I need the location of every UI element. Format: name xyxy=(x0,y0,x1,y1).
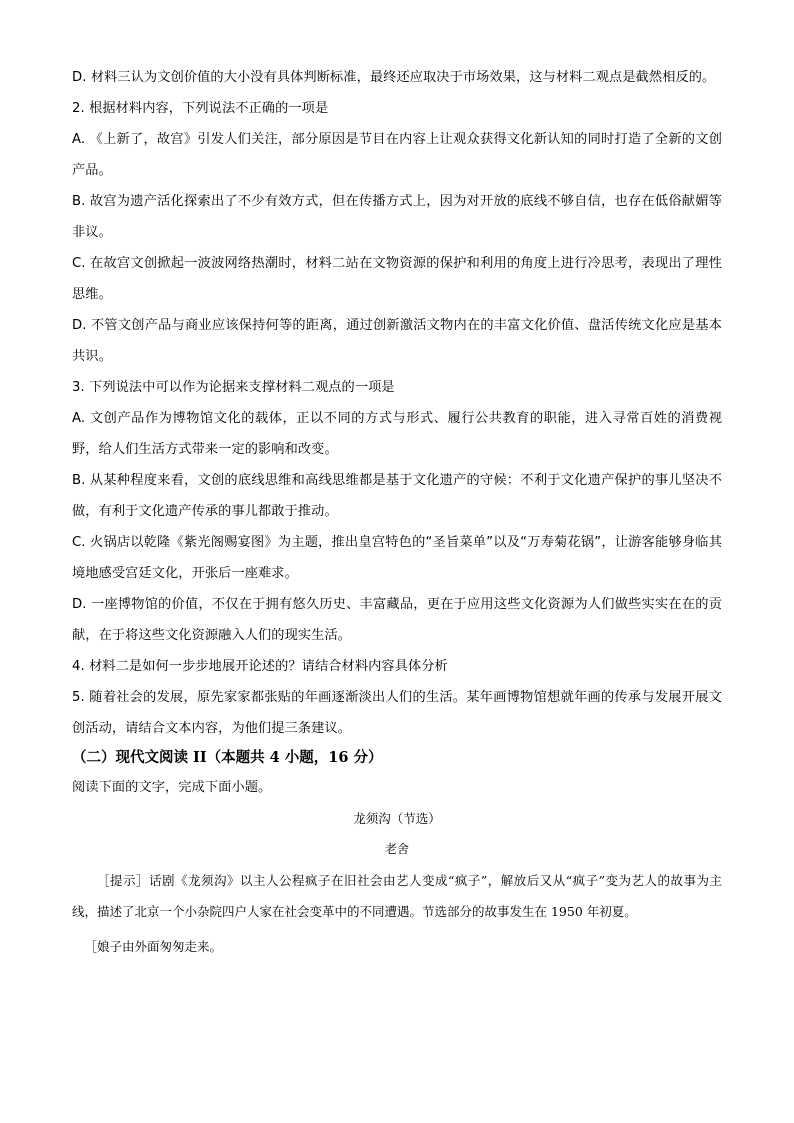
q2-option-d: D. 不管文创产品与商业应该保持何等的距离，通过创新激活文物内在的丰富文化价值、盘活传统文化应是基本共识。 xyxy=(72,318,722,364)
q3-stem: 3. 下列说法中可以作为论据来支撑材料二观点的一项是 xyxy=(72,380,395,395)
q3-option-d: D. 一座博物馆的价值，不仅在于拥有悠久历史、丰富藏品，更在于应用这些文化资源为人们做些实实在在的贡献，在于将这些文化资源融入人们的现实生活。 xyxy=(72,597,722,643)
q1-option-d: D. 材料三认为文创价值的大小没有具体判断标准，最终还应取决于市场效果，这与材料二观点是截然相反的。 xyxy=(72,70,716,85)
section-instruction: 阅读下面的文字，完成下面小题。 xyxy=(72,780,272,795)
excerpt-author: 老舍 xyxy=(384,842,409,856)
excerpt-tip: ［提示］话剧《龙须沟》以主人公程疯子在旧社会由艺人变成“疯子”，解放后又从“疯子”变为艺人的故事为主线，描述了北京一个小杂院四户人家在社会变革中的不同遭遇。节选部分的故事发生在 1950 年初夏。 xyxy=(72,873,722,919)
q2-stem: 2. 根据材料内容，下列说法不正确的一项是 xyxy=(72,101,329,116)
stage-direction: ［娘子由外面匆匆走来。 xyxy=(84,939,223,954)
q3-option-b: B. 从某种程度来看，文创的底线思维和高线思维都是基于文化遗产的守候：不利于文化遗产保护的事儿坚决不做，有利于文化遗产传承的事儿都敢于推动。 xyxy=(72,473,722,519)
document-page xyxy=(72,62,722,962)
q3-option-c: C. 火锅店以乾隆《紫光阁赐宴图》为主题，推出皇宫特色的“圣旨菜单”以及“万寿菊花锅”，让游客能够身临其境地感受宫廷文化，开张后一座难求。 xyxy=(72,535,722,581)
excerpt-title: 龙须沟（节选） xyxy=(353,811,441,826)
q2-option-c: C. 在故宫文创掀起一波波网络热潮时，材料二站在文物资源的保护和利用的角度上进行冷思考，表现出了理性思维。 xyxy=(72,256,722,302)
q3-option-a: A. 文创产品作为博物馆文化的载体，正以不同的方式与形式、履行公共教育的职能，进入寻常百姓的消费视野，给人们生活方式带来一定的影响和改变。 xyxy=(72,411,722,457)
q2-option-a: A. 《上新了，故宫》引发人们关注，部分原因是节目在内容上让观众获得文化新认知的同时打造了全新的文创产品。 xyxy=(72,132,722,178)
q2-option-b: B. 故宫为遗产活化探索出了不少有效方式，但在传播方式上，因为对开放的底线不够自信，也存在低俗献媚等非议。 xyxy=(72,194,722,240)
q5-stem: 5. 随着社会的发展，原先家家都张贴的年画逐渐淡出人们的生活。某年画博物馆想就年画的传承与发展开展文创活动，请结合文本内容，为他们提三条建议。 xyxy=(72,690,722,736)
q4-stem: 4. 材料二是如何一步步地展开论述的？请结合材料内容具体分析 xyxy=(72,659,448,674)
section-heading: （二）现代文阅读 II（本题共 4 小题，16 分） xyxy=(72,749,383,766)
